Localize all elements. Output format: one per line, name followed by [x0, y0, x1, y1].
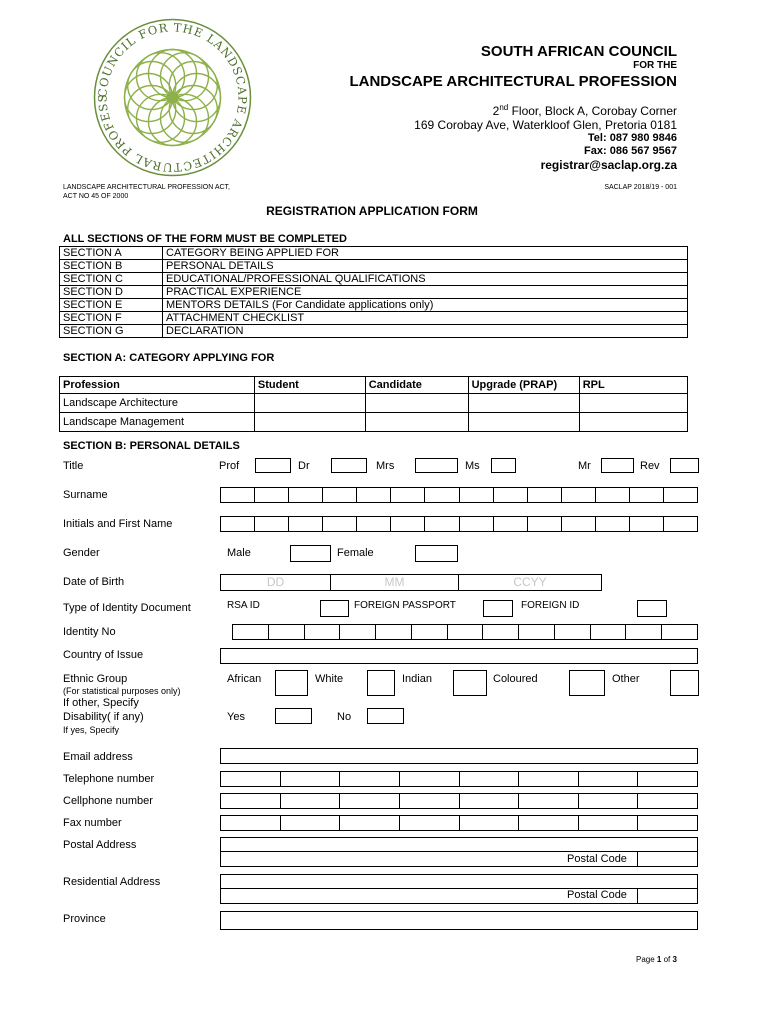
- toc-description: CATEGORY BEING APPLIED FOR: [163, 247, 688, 260]
- gender-label: Gender: [63, 547, 100, 559]
- category-checkbox-cell[interactable]: [254, 394, 365, 413]
- rsa-id-box[interactable]: [320, 600, 349, 617]
- title-ms-label: Ms: [465, 460, 480, 472]
- section-b-heading: SECTION B: PERSONAL DETAILS: [63, 440, 240, 452]
- toc-section: SECTION F: [60, 312, 163, 325]
- category-checkbox-cell[interactable]: [468, 413, 579, 432]
- postal-code-input[interactable]: [637, 851, 698, 867]
- title-rev-label: Rev: [640, 460, 660, 472]
- title-prof-label: Prof: [219, 460, 240, 472]
- residential-code-label: Postal Code: [567, 889, 627, 901]
- address-street: 169 Corobay Ave, Waterkloof Glen, Pretoria 0181: [414, 118, 677, 132]
- email: registrar@saclap.org.za: [540, 158, 677, 172]
- if-other-label: If other, Specify: [63, 697, 139, 709]
- toc-row: [60, 286, 688, 299]
- country-label: Country of Issue: [63, 649, 144, 661]
- category-column-header: Candidate: [365, 377, 468, 394]
- tel: Tel: 087 980 9846: [587, 132, 677, 144]
- toc-heading: ALL SECTIONS OF THE FORM MUST BE COMPLETED: [63, 233, 347, 245]
- org-name-line2: FOR THE: [633, 60, 677, 71]
- org-name-line1: SOUTH AFRICAN COUNCIL: [480, 43, 677, 60]
- cellphone-input[interactable]: [220, 793, 698, 809]
- toc-description: ATTACHMENT CHECKLIST: [163, 312, 688, 325]
- ethnic-label: Ethnic Group: [63, 673, 128, 685]
- saclap-logo: [90, 15, 255, 180]
- form-title: REGISTRATION APPLICATION FORM: [266, 204, 478, 218]
- fax: Fax: 086 567 9567: [584, 145, 677, 157]
- toc-row: [60, 325, 688, 338]
- category-profession: Landscape Architecture: [60, 394, 255, 413]
- category-column-header: Upgrade (PRAP): [468, 377, 579, 394]
- title-mrs-label: Mrs: [376, 460, 395, 472]
- male-label: Male: [227, 547, 251, 559]
- residential-code-input[interactable]: [637, 888, 698, 904]
- ethnic-white-box[interactable]: [367, 670, 395, 696]
- title-ms-box[interactable]: [491, 458, 516, 473]
- id-no-input[interactable]: [232, 624, 698, 640]
- page-total: 3: [672, 955, 677, 964]
- ethnic-other-box[interactable]: [670, 670, 699, 696]
- female-label: Female: [337, 547, 374, 559]
- category-row: [60, 394, 688, 413]
- male-box[interactable]: [290, 545, 331, 562]
- toc-description: PERSONAL DETAILS: [163, 260, 688, 273]
- if-yes-label: If yes, Specify: [63, 725, 120, 735]
- page-current: 1: [656, 955, 662, 964]
- toc-description: DECLARATION: [163, 325, 688, 338]
- toc-row: [60, 260, 688, 273]
- title-label: Title: [63, 460, 84, 472]
- category-checkbox-cell[interactable]: [468, 394, 579, 413]
- disability-yes-label: Yes: [227, 711, 245, 723]
- disability-yes-box[interactable]: [275, 708, 312, 724]
- section-a-heading: SECTION A: CATEGORY APPLYING FOR: [63, 352, 275, 364]
- toc-description: EDUCATIONAL/PROFESSIONAL QUALIFICATIONS: [163, 273, 688, 286]
- fax-label: Fax number: [63, 817, 122, 829]
- address-floor: [493, 103, 677, 118]
- telephone-input[interactable]: [220, 771, 698, 787]
- ethnic-indian-label: Indian: [402, 673, 432, 685]
- ethnic-note: (For statistical purposes only): [63, 686, 181, 696]
- cellphone-label: Cellphone number: [63, 795, 153, 807]
- page-number: [636, 955, 677, 964]
- foreign-id-box[interactable]: [637, 600, 667, 617]
- female-box[interactable]: [415, 545, 458, 562]
- initials-input[interactable]: [220, 516, 698, 532]
- ethnic-coloured-label: Coloured: [493, 673, 538, 685]
- toc-section: SECTION G: [60, 325, 163, 338]
- telephone-label: Telephone number: [63, 773, 155, 785]
- foreign-id-label: FOREIGN ID: [521, 600, 580, 611]
- dob-ccyy-field[interactable]: CCYY: [458, 574, 602, 591]
- title-prof-box[interactable]: [255, 458, 291, 473]
- postal-label: Postal Address: [63, 839, 137, 851]
- toc-section: SECTION B: [60, 260, 163, 273]
- ethnic-coloured-box[interactable]: [569, 670, 605, 696]
- act-line2: ACT NO 45 OF 2000: [63, 193, 129, 200]
- category-checkbox-cell[interactable]: [254, 413, 365, 432]
- toc-section: SECTION A: [60, 247, 163, 260]
- id-type-label: Type of Identity Document: [63, 602, 191, 614]
- toc-row: [60, 273, 688, 286]
- title-mr-label: Mr: [578, 460, 591, 472]
- province-input[interactable]: [220, 911, 698, 930]
- toc-row: [60, 299, 688, 312]
- org-name-line3: LANDSCAPE ARCHITECTURAL PROFESSION: [349, 73, 677, 90]
- floor-suffix: nd: [499, 103, 509, 112]
- title-rev-box[interactable]: [670, 458, 699, 473]
- email-input[interactable]: [220, 748, 698, 764]
- toc-row: [60, 312, 688, 325]
- toc-description: MENTORS DETAILS (For Candidate applications only): [163, 299, 688, 312]
- disability-no-label: No: [337, 711, 352, 723]
- page-prefix: Page: [636, 955, 657, 964]
- dob-mm-field[interactable]: MM: [330, 574, 459, 591]
- id-no-label: Identity No: [63, 626, 116, 638]
- postal-code-label: Postal Code: [567, 853, 627, 865]
- category-table: [59, 376, 688, 432]
- ethnic-african-box[interactable]: [275, 670, 308, 696]
- toc-section: SECTION D: [60, 286, 163, 299]
- category-row: [60, 413, 688, 432]
- disability-no-box[interactable]: [367, 708, 404, 724]
- title-dr-box[interactable]: [331, 458, 367, 473]
- toc-row: [60, 247, 688, 260]
- floor-text: Floor, Block A, Corobay Corner: [508, 104, 677, 118]
- rsa-id-label: RSA ID: [227, 600, 260, 611]
- dob-label: Date of Birth: [63, 576, 125, 588]
- country-input[interactable]: [220, 648, 698, 664]
- province-label: Province: [63, 913, 106, 925]
- category-checkbox-cell[interactable]: [579, 394, 687, 413]
- surname-input[interactable]: [220, 487, 698, 503]
- category-column-header: RPL: [579, 377, 687, 394]
- fax-input[interactable]: [220, 815, 698, 831]
- category-column-header: Profession: [60, 377, 255, 394]
- initials-label: Initials and First Name: [63, 518, 173, 530]
- disability-label: Disability( if any): [63, 711, 144, 723]
- dob-dd-field[interactable]: DD: [220, 574, 331, 591]
- category-checkbox-cell[interactable]: [365, 394, 468, 413]
- sections-table: [59, 246, 688, 338]
- email-label: Email address: [63, 751, 133, 763]
- ethnic-african-label: African: [227, 673, 262, 685]
- logo-ring-text: COUNCIL FOR THE LANDSCAPE ARCHITECTURAL PROFESS: [95, 20, 250, 175]
- residential-label: Residential Address: [63, 876, 161, 888]
- ethnic-other-label: Other: [612, 673, 640, 685]
- title-dr-label: Dr: [298, 460, 310, 472]
- toc-section: SECTION C: [60, 273, 163, 286]
- category-column-header: Student: [254, 377, 365, 394]
- ethnic-white-label: White: [315, 673, 344, 685]
- floor-number: 2: [492, 104, 500, 118]
- category-checkbox-cell[interactable]: [365, 413, 468, 432]
- title-mrs-box[interactable]: [415, 458, 458, 473]
- foreign-passport-label: FOREIGN PASSPORT: [354, 600, 456, 611]
- act-line1: LANDSCAPE ARCHITECTURAL PROFESSION ACT,: [63, 184, 230, 191]
- form-code: SACLAP 2018/19 - 001: [604, 184, 677, 191]
- foreign-passport-box[interactable]: [483, 600, 513, 617]
- toc-description: PRACTICAL EXPERIENCE: [163, 286, 688, 299]
- ethnic-indian-box[interactable]: [453, 670, 487, 696]
- page-of: of: [661, 955, 673, 964]
- category-checkbox-cell[interactable]: [579, 413, 687, 432]
- title-mr-box[interactable]: [601, 458, 634, 473]
- category-profession: Landscape Management: [60, 413, 255, 432]
- toc-section: SECTION E: [60, 299, 163, 312]
- surname-label: Surname: [63, 489, 108, 501]
